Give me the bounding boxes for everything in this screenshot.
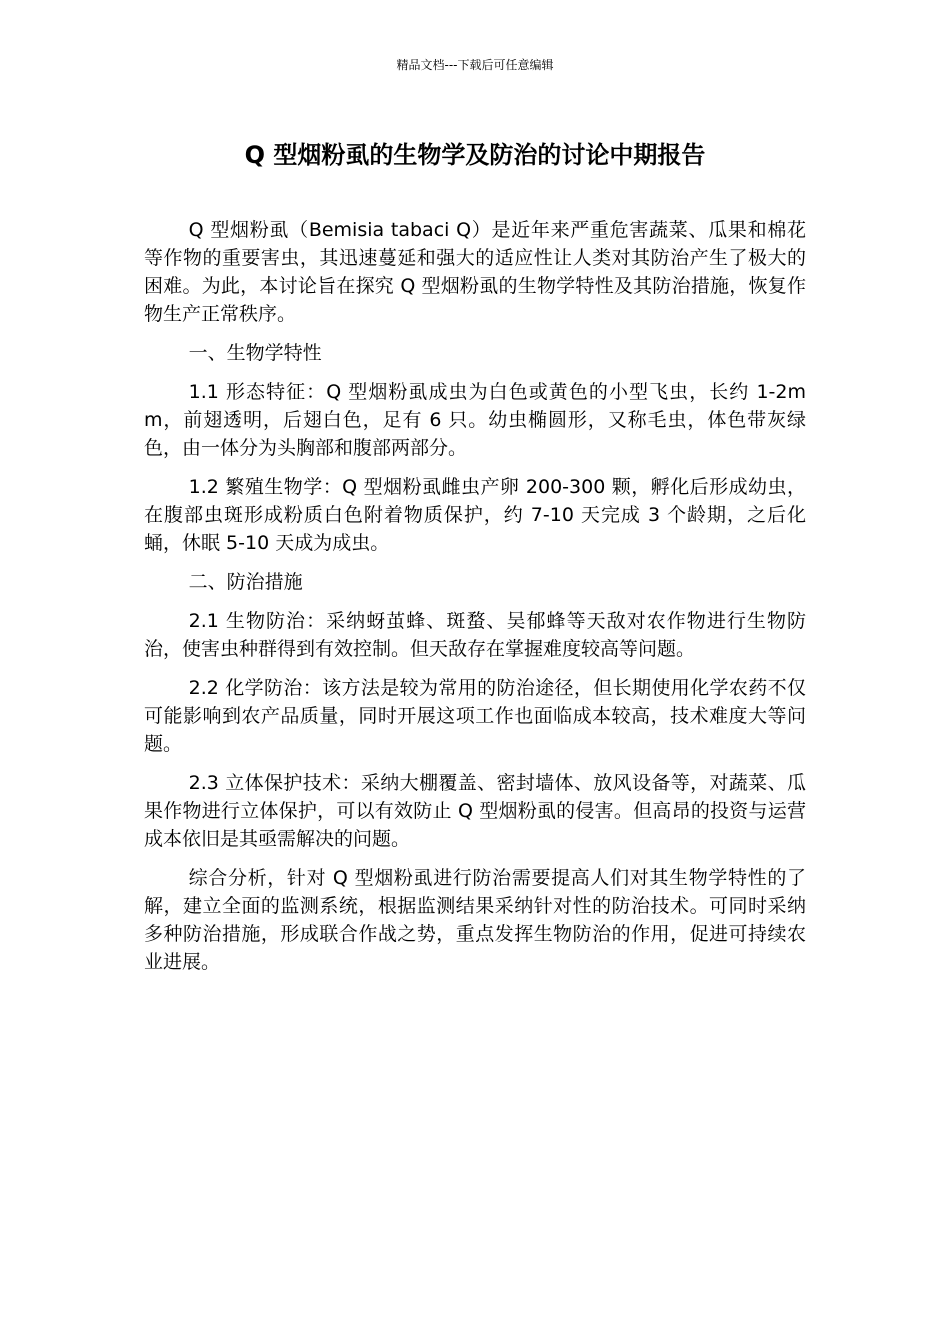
section-heading-control: 二、防治措施 xyxy=(188,571,303,593)
page-header-note: 精品文档---下载后可任意编辑 xyxy=(396,58,554,72)
paragraph-morphology: 1.1 形态特征：Q 型烟粉虱成虫为白色或黄色的小型飞虫，长约 1-2mm，前翅透明，后翅白色，足有 6 只。幼虫椭圆形，又称毛虫，体色带灰绿色，由一体分为头胸部和腹部两部分。 xyxy=(144,381,806,459)
document-title: Q 型烟粉虱的生物学及防治的讨论中期报告 xyxy=(244,141,706,169)
conclusion-paragraph: 综合分析，针对 Q 型烟粉虱进行防治需要提高人们对其生物学特性的了解，建立全面的监测系统，根据监测结果采纳针对性的防治技术。可同时采纳多种防治措施，形成联合作战之势，重点发挥生物防治的作用，促进可持续农业进展。 xyxy=(144,867,806,973)
paragraph-reproduction: 1.2 繁殖生物学：Q 型烟粉虱雌虫产卵 200-300 颗，孵化后形成幼虫，在腹部虫斑形成粉质白色附着物质保护，约 7-10 天完成 3 个龄期，之后化蛹，休眠 5-10 天成为成虫。 xyxy=(144,476,806,554)
document-body xyxy=(144,216,806,987)
paragraph-physical-protection: 2.3 立体保护技术：采纳大棚覆盖、密封墙体、放风设备等，对蔬菜、瓜果作物进行立体保护，可以有效防止 Q 型烟粉虱的侵害。但高昂的投资与运营成本依旧是其亟需解决的问题。 xyxy=(144,772,806,850)
paragraph-biological-control: 2.1 生物防治：采纳蚜茧蜂、斑蝥、吴郁蜂等天敌对农作物进行生物防治，使害虫种群得到有效控制。但天敌存在掌握难度较高等问题。 xyxy=(144,610,806,660)
intro-paragraph: Q 型烟粉虱（Bemisia tabaci Q）是近年来严重危害蔬菜、瓜果和棉花等作物的重要害虫，其迅速蔓延和强大的适应性让人类对其防治产生了极大的困难。为此，本讨论旨在探究 Q 型烟粉虱的生物学特性及其防治措施，恢复作物生产正常秩序。 xyxy=(144,219,806,325)
paragraph-chemical-control: 2.2 化学防治：该方法是较为常用的防治途径，但长期使用化学农药不仅可能影响到农产品质量，同时开展这项工作也面临成本较高，技术难度大等问题。 xyxy=(144,677,806,755)
section-heading-biology: 一、生物学特性 xyxy=(188,342,322,364)
